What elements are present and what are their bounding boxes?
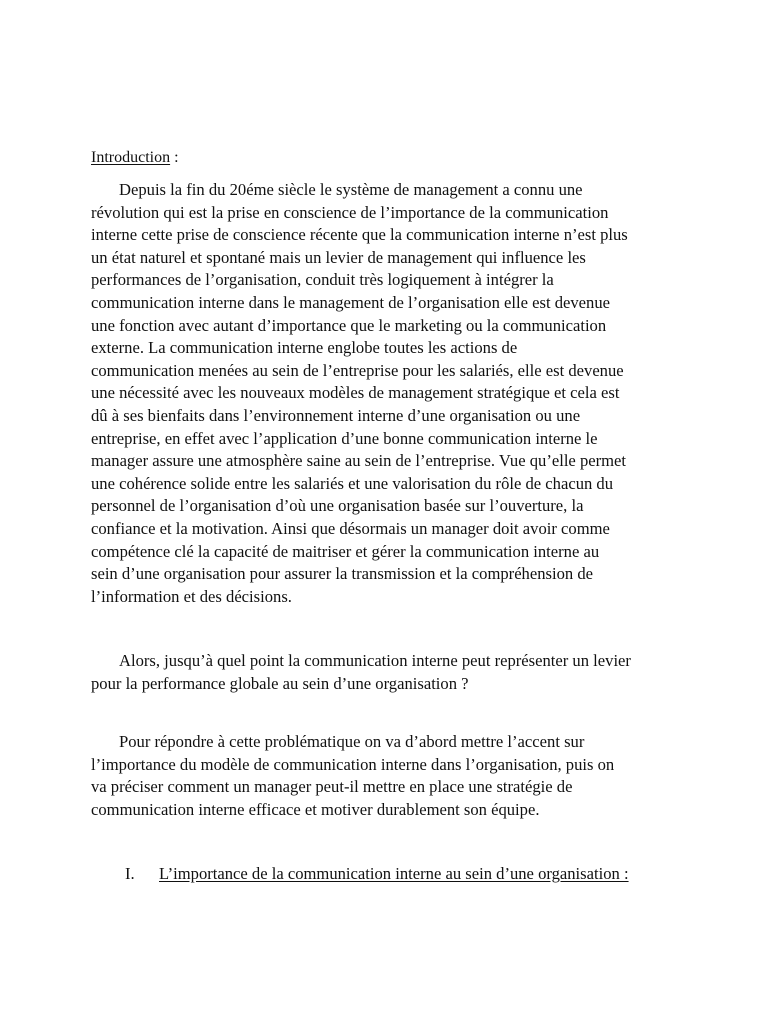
paragraph-line: l’importance du modèle de communication interne dans l’organisation, puis on xyxy=(91,754,615,774)
paragraph-line: un état naturel et spontané mais un levier de management qui influence les xyxy=(91,247,586,267)
paragraph-line: Pour répondre à cette problématique on va d’abord mettre l’accent sur xyxy=(119,732,585,751)
paragraph-line: confiance et la motivation. Ainsi que désormais un manager doit avoir comme xyxy=(91,518,610,538)
paragraph-line: personnel de l’organisation d’où une organisation basée sur l’ouverture, la xyxy=(91,496,584,516)
paragraph-line: sein d’une organisation pour assurer la transmission et la compréhension de xyxy=(91,564,593,584)
intro-heading-text: Introduction xyxy=(91,149,171,166)
paragraph-line: Depuis la fin du 20éme siècle le système de management a connu une xyxy=(119,180,583,199)
paragraph-line: pour la performance globale au sein d’une organisation ? xyxy=(91,673,469,693)
section-1-number: I. xyxy=(125,864,135,883)
paragraph-line: va préciser comment un manager peut-il mettre en place une stratégie de xyxy=(91,777,573,797)
intro-paragraph xyxy=(91,179,691,608)
paragraph-line: une cohérence solide entre les salariés et une valorisation du rôle de chacun du xyxy=(91,473,614,493)
paragraph-line: communication interne efficace et motiver durablement son équipe. xyxy=(91,799,540,819)
paragraph-line: une fonction avec autant d’importance que le marketing ou la communication xyxy=(91,315,607,335)
paragraph-line: communication menées au sein de l’entreprise pour les salariés, elle est devenue xyxy=(91,360,624,380)
paragraph-line: dû à ses bienfaits dans l’environnement interne d’une organisation ou une xyxy=(91,405,581,425)
paragraph-line: performances de l’organisation, conduit très logiquement à intégrer la xyxy=(91,270,554,290)
section-1-title: L’importance de la communication interne au sein d’une organisation : xyxy=(159,864,629,883)
plan-paragraph xyxy=(91,731,691,821)
paragraph-line: externe. La communication interne englobe toutes les actions de xyxy=(91,338,518,358)
intro-heading xyxy=(91,147,179,169)
paragraph-line: entreprise, en effet avec l’application d’une bonne communication interne le xyxy=(91,428,598,448)
paragraph-line: Alors, jusqu’à quel point la communication interne peut représenter un levier xyxy=(119,651,631,670)
intro-heading-colon: : xyxy=(170,149,179,166)
section-1-heading xyxy=(125,863,629,885)
paragraph-line: révolution qui est la prise en conscience de l’importance de la communication xyxy=(91,202,609,222)
paragraph-line: interne cette prise de conscience récente que la communication interne n’est plus xyxy=(91,225,628,245)
paragraph-line: compétence clé la capacité de maitriser et gérer la communication interne au xyxy=(91,541,600,561)
paragraph-line: manager assure une atmosphère saine au sein de l’entreprise. Vue qu’elle permet xyxy=(91,451,627,471)
paragraph-line: communication interne dans le management de l’organisation elle est devenue xyxy=(91,292,610,312)
problem-statement-paragraph xyxy=(91,650,691,695)
paragraph-line: l’information et des décisions. xyxy=(91,586,292,606)
paragraph-line: une nécessité avec les nouveaux modèles de management stratégique et cela est xyxy=(91,383,620,403)
